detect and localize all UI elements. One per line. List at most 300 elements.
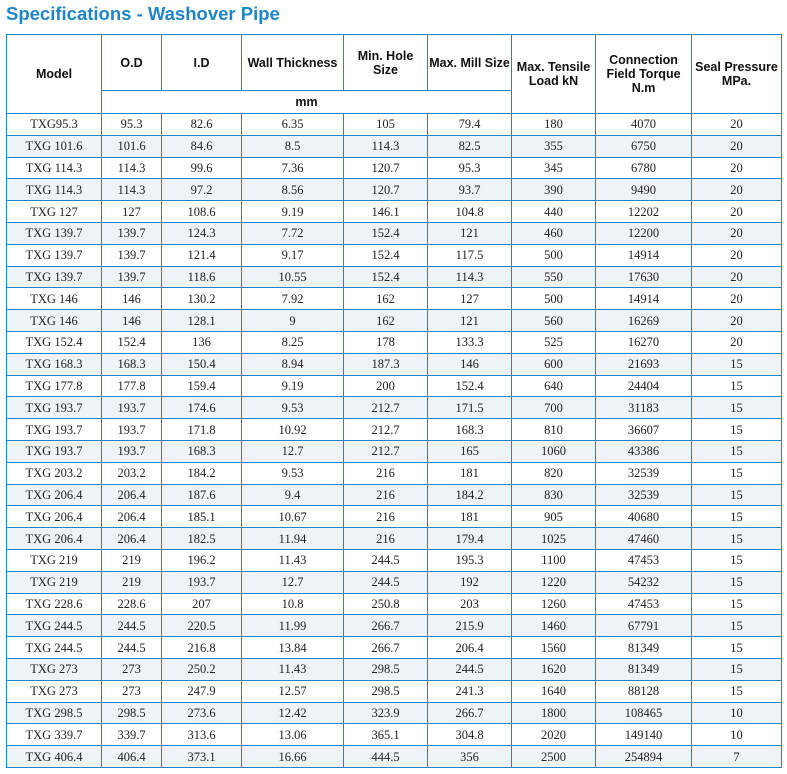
- cell-max-mill-size: 181: [428, 506, 512, 528]
- cell-min-hole-size: 212.7: [344, 419, 428, 441]
- cell-connection-field-torque: 16269: [596, 310, 692, 332]
- cell-model: TXG 273: [7, 680, 102, 702]
- cell-seal-pressure: 20: [692, 266, 782, 288]
- table-row: [7, 658, 782, 680]
- cell-seal-pressure: 15: [692, 637, 782, 659]
- cell-max-tensile-load: 2020: [512, 724, 596, 746]
- cell-min-hole-size: 200: [344, 375, 428, 397]
- cell-model: TXG 127: [7, 201, 102, 223]
- table-row: [7, 549, 782, 571]
- cell-seal-pressure: 15: [692, 484, 782, 506]
- cell-id: 247.9: [162, 680, 242, 702]
- cell-max-mill-size: 121: [428, 310, 512, 332]
- cell-od: 139.7: [102, 244, 162, 266]
- table-row: [7, 266, 782, 288]
- cell-seal-pressure: 20: [692, 179, 782, 201]
- cell-od: 146: [102, 310, 162, 332]
- cell-max-mill-size: 133.3: [428, 331, 512, 353]
- cell-id: 136: [162, 331, 242, 353]
- cell-seal-pressure: 15: [692, 506, 782, 528]
- cell-seal-pressure: 20: [692, 114, 782, 136]
- cell-connection-field-torque: 47453: [596, 549, 692, 571]
- cell-wall-thickness: 8.94: [242, 353, 344, 375]
- cell-max-tensile-load: 460: [512, 222, 596, 244]
- cell-wall-thickness: 12.7: [242, 440, 344, 462]
- cell-max-mill-size: 79.4: [428, 114, 512, 136]
- cell-wall-thickness: 10.55: [242, 266, 344, 288]
- cell-od: 127: [102, 201, 162, 223]
- cell-seal-pressure: 15: [692, 680, 782, 702]
- cell-od: 168.3: [102, 353, 162, 375]
- cell-od: 206.4: [102, 528, 162, 550]
- table-row: [7, 571, 782, 593]
- cell-od: 139.7: [102, 222, 162, 244]
- cell-od: 219: [102, 571, 162, 593]
- cell-max-mill-size: 171.5: [428, 397, 512, 419]
- cell-id: 168.3: [162, 440, 242, 462]
- cell-id: 84.6: [162, 135, 242, 157]
- cell-od: 206.4: [102, 506, 162, 528]
- cell-seal-pressure: 10: [692, 724, 782, 746]
- cell-max-tensile-load: 1620: [512, 658, 596, 680]
- cell-max-mill-size: 95.3: [428, 157, 512, 179]
- header-unit-mm: mm: [102, 91, 512, 114]
- cell-id: 216.8: [162, 637, 242, 659]
- cell-model: TXG 146: [7, 310, 102, 332]
- cell-max-mill-size: 244.5: [428, 658, 512, 680]
- header-max-mill-size: Max. Mill Size: [428, 35, 512, 91]
- cell-connection-field-torque: 21693: [596, 353, 692, 375]
- cell-seal-pressure: 15: [692, 462, 782, 484]
- cell-wall-thickness: 8.56: [242, 179, 344, 201]
- cell-connection-field-torque: 16270: [596, 331, 692, 353]
- cell-model: TXG 114.3: [7, 179, 102, 201]
- cell-id: 182.5: [162, 528, 242, 550]
- cell-model: TXG 193.7: [7, 419, 102, 441]
- cell-wall-thickness: 9.17: [242, 244, 344, 266]
- cell-model: TXG 101.6: [7, 135, 102, 157]
- cell-min-hole-size: 365.1: [344, 724, 428, 746]
- cell-seal-pressure: 15: [692, 549, 782, 571]
- cell-min-hole-size: 323.9: [344, 702, 428, 724]
- cell-max-tensile-load: 1220: [512, 571, 596, 593]
- cell-max-tensile-load: 1460: [512, 615, 596, 637]
- cell-wall-thickness: 6.35: [242, 114, 344, 136]
- cell-connection-field-torque: 24404: [596, 375, 692, 397]
- cell-max-tensile-load: 905: [512, 506, 596, 528]
- cell-id: 159.4: [162, 375, 242, 397]
- cell-min-hole-size: 146.1: [344, 201, 428, 223]
- cell-connection-field-torque: 12202: [596, 201, 692, 223]
- cell-max-mill-size: 304.8: [428, 724, 512, 746]
- cell-od: 273: [102, 658, 162, 680]
- cell-seal-pressure: 15: [692, 375, 782, 397]
- cell-id: 207: [162, 593, 242, 615]
- table-row: [7, 680, 782, 702]
- table-row: [7, 419, 782, 441]
- table-row: [7, 506, 782, 528]
- cell-min-hole-size: 152.4: [344, 244, 428, 266]
- cell-id: 373.1: [162, 746, 242, 768]
- cell-max-mill-size: 93.7: [428, 179, 512, 201]
- cell-od: 339.7: [102, 724, 162, 746]
- cell-id: 313.6: [162, 724, 242, 746]
- table-row: [7, 397, 782, 419]
- cell-model: TXG 228.6: [7, 593, 102, 615]
- table-row: [7, 484, 782, 506]
- cell-model: TXG 114.3: [7, 157, 102, 179]
- cell-wall-thickness: 11.99: [242, 615, 344, 637]
- cell-id: 99.6: [162, 157, 242, 179]
- cell-od: 219: [102, 549, 162, 571]
- cell-max-mill-size: 215.9: [428, 615, 512, 637]
- cell-id: 196.2: [162, 549, 242, 571]
- cell-od: 298.5: [102, 702, 162, 724]
- cell-max-mill-size: 114.3: [428, 266, 512, 288]
- cell-max-tensile-load: 820: [512, 462, 596, 484]
- cell-max-tensile-load: 1640: [512, 680, 596, 702]
- cell-min-hole-size: 216: [344, 528, 428, 550]
- table-body: [7, 114, 782, 768]
- cell-connection-field-torque: 9490: [596, 179, 692, 201]
- cell-seal-pressure: 20: [692, 222, 782, 244]
- cell-od: 193.7: [102, 397, 162, 419]
- table-row: [7, 135, 782, 157]
- cell-max-mill-size: 168.3: [428, 419, 512, 441]
- cell-max-tensile-load: 1800: [512, 702, 596, 724]
- cell-wall-thickness: 16.66: [242, 746, 344, 768]
- cell-max-tensile-load: 560: [512, 310, 596, 332]
- cell-max-mill-size: 266.7: [428, 702, 512, 724]
- cell-max-tensile-load: 1060: [512, 440, 596, 462]
- cell-model: TXG 219: [7, 571, 102, 593]
- cell-max-tensile-load: 2500: [512, 746, 596, 768]
- cell-max-tensile-load: 180: [512, 114, 596, 136]
- cell-wall-thickness: 9.19: [242, 201, 344, 223]
- cell-id: 121.4: [162, 244, 242, 266]
- cell-model: TXG 203.2: [7, 462, 102, 484]
- cell-max-tensile-load: 550: [512, 266, 596, 288]
- header-connection-field-torque: Connection Field Torque N.m: [596, 35, 692, 114]
- cell-connection-field-torque: 54232: [596, 571, 692, 593]
- cell-seal-pressure: 20: [692, 310, 782, 332]
- cell-id: 130.2: [162, 288, 242, 310]
- cell-connection-field-torque: 108465: [596, 702, 692, 724]
- cell-min-hole-size: 266.7: [344, 637, 428, 659]
- cell-seal-pressure: 10: [692, 702, 782, 724]
- cell-max-mill-size: 181: [428, 462, 512, 484]
- cell-max-mill-size: 195.3: [428, 549, 512, 571]
- cell-seal-pressure: 15: [692, 419, 782, 441]
- cell-wall-thickness: 13.06: [242, 724, 344, 746]
- cell-max-mill-size: 356: [428, 746, 512, 768]
- cell-max-tensile-load: 345: [512, 157, 596, 179]
- cell-od: 206.4: [102, 484, 162, 506]
- header-od: O.D: [102, 35, 162, 91]
- cell-connection-field-torque: 6750: [596, 135, 692, 157]
- cell-max-mill-size: 206.4: [428, 637, 512, 659]
- cell-od: 177.8: [102, 375, 162, 397]
- cell-max-tensile-load: 1025: [512, 528, 596, 550]
- cell-wall-thickness: 8.25: [242, 331, 344, 353]
- cell-wall-thickness: 7.72: [242, 222, 344, 244]
- specifications-table: [6, 34, 782, 768]
- cell-min-hole-size: 105: [344, 114, 428, 136]
- cell-id: 118.6: [162, 266, 242, 288]
- cell-min-hole-size: 216: [344, 462, 428, 484]
- cell-id: 128.1: [162, 310, 242, 332]
- header-id: I.D: [162, 35, 242, 91]
- cell-connection-field-torque: 81349: [596, 658, 692, 680]
- cell-od: 203.2: [102, 462, 162, 484]
- cell-id: 187.6: [162, 484, 242, 506]
- table-row: [7, 593, 782, 615]
- cell-connection-field-torque: 149140: [596, 724, 692, 746]
- cell-od: 193.7: [102, 419, 162, 441]
- cell-id: 273.6: [162, 702, 242, 724]
- cell-model: TXG 206.4: [7, 528, 102, 550]
- cell-connection-field-torque: 31183: [596, 397, 692, 419]
- cell-connection-field-torque: 17630: [596, 266, 692, 288]
- cell-id: 108.6: [162, 201, 242, 223]
- table-row: [7, 244, 782, 266]
- table-row: [7, 222, 782, 244]
- cell-max-tensile-load: 830: [512, 484, 596, 506]
- cell-wall-thickness: 10.67: [242, 506, 344, 528]
- cell-max-tensile-load: 1560: [512, 637, 596, 659]
- cell-seal-pressure: 7: [692, 746, 782, 768]
- cell-wall-thickness: 8.5: [242, 135, 344, 157]
- cell-min-hole-size: 178: [344, 331, 428, 353]
- cell-wall-thickness: 9.4: [242, 484, 344, 506]
- table-row: [7, 179, 782, 201]
- cell-od: 244.5: [102, 615, 162, 637]
- cell-max-mill-size: 82.5: [428, 135, 512, 157]
- cell-connection-field-torque: 32539: [596, 484, 692, 506]
- cell-wall-thickness: 11.43: [242, 658, 344, 680]
- cell-id: 97.2: [162, 179, 242, 201]
- cell-min-hole-size: 266.7: [344, 615, 428, 637]
- cell-connection-field-torque: 12200: [596, 222, 692, 244]
- cell-wall-thickness: 11.43: [242, 549, 344, 571]
- cell-min-hole-size: 212.7: [344, 440, 428, 462]
- cell-model: TXG 146: [7, 288, 102, 310]
- cell-model: TXG 406.4: [7, 746, 102, 768]
- cell-connection-field-torque: 36607: [596, 419, 692, 441]
- cell-connection-field-torque: 32539: [596, 462, 692, 484]
- cell-wall-thickness: 7.92: [242, 288, 344, 310]
- cell-max-mill-size: 203: [428, 593, 512, 615]
- header-min-hole-size: Min. Hole Size: [344, 35, 428, 91]
- cell-wall-thickness: 9.53: [242, 462, 344, 484]
- cell-connection-field-torque: 67791: [596, 615, 692, 637]
- cell-max-tensile-load: 600: [512, 353, 596, 375]
- cell-model: TXG 273: [7, 658, 102, 680]
- cell-max-tensile-load: 500: [512, 244, 596, 266]
- cell-min-hole-size: 152.4: [344, 222, 428, 244]
- cell-id: 174.6: [162, 397, 242, 419]
- cell-model: TXG 193.7: [7, 440, 102, 462]
- cell-max-mill-size: 241.3: [428, 680, 512, 702]
- cell-model: TXG 139.7: [7, 266, 102, 288]
- cell-id: 150.4: [162, 353, 242, 375]
- cell-connection-field-torque: 4070: [596, 114, 692, 136]
- cell-id: 220.5: [162, 615, 242, 637]
- cell-min-hole-size: 250.8: [344, 593, 428, 615]
- table-row: [7, 702, 782, 724]
- cell-model: TXG95.3: [7, 114, 102, 136]
- cell-seal-pressure: 20: [692, 288, 782, 310]
- cell-max-mill-size: 127: [428, 288, 512, 310]
- cell-max-mill-size: 192: [428, 571, 512, 593]
- cell-od: 114.3: [102, 179, 162, 201]
- cell-connection-field-torque: 47460: [596, 528, 692, 550]
- cell-max-mill-size: 146: [428, 353, 512, 375]
- cell-wall-thickness: 12.7: [242, 571, 344, 593]
- cell-wall-thickness: 9.19: [242, 375, 344, 397]
- cell-connection-field-torque: 47453: [596, 593, 692, 615]
- header-max-tensile-load: Max. Tensile Load kN: [512, 35, 596, 114]
- header-wall-thickness: Wall Thickness: [242, 35, 344, 91]
- cell-connection-field-torque: 40680: [596, 506, 692, 528]
- cell-seal-pressure: 15: [692, 593, 782, 615]
- table-row: [7, 201, 782, 223]
- cell-min-hole-size: 114.3: [344, 135, 428, 157]
- cell-seal-pressure: 20: [692, 201, 782, 223]
- cell-max-tensile-load: 500: [512, 288, 596, 310]
- cell-seal-pressure: 20: [692, 135, 782, 157]
- cell-wall-thickness: 7.36: [242, 157, 344, 179]
- cell-min-hole-size: 244.5: [344, 571, 428, 593]
- cell-min-hole-size: 444.5: [344, 746, 428, 768]
- cell-model: TXG 139.7: [7, 244, 102, 266]
- cell-max-tensile-load: 390: [512, 179, 596, 201]
- table-row: [7, 353, 782, 375]
- cell-od: 139.7: [102, 266, 162, 288]
- cell-max-mill-size: 121: [428, 222, 512, 244]
- table-row: [7, 615, 782, 637]
- cell-wall-thickness: 10.8: [242, 593, 344, 615]
- cell-max-mill-size: 117.5: [428, 244, 512, 266]
- cell-connection-field-torque: 14914: [596, 244, 692, 266]
- cell-wall-thickness: 11.94: [242, 528, 344, 550]
- cell-min-hole-size: 298.5: [344, 680, 428, 702]
- cell-id: 193.7: [162, 571, 242, 593]
- cell-seal-pressure: 20: [692, 331, 782, 353]
- cell-max-tensile-load: 1260: [512, 593, 596, 615]
- cell-od: 244.5: [102, 637, 162, 659]
- cell-seal-pressure: 15: [692, 397, 782, 419]
- cell-model: TXG 244.5: [7, 637, 102, 659]
- table-row: [7, 375, 782, 397]
- cell-connection-field-torque: 254894: [596, 746, 692, 768]
- cell-min-hole-size: 162: [344, 310, 428, 332]
- cell-od: 146: [102, 288, 162, 310]
- cell-max-tensile-load: 525: [512, 331, 596, 353]
- cell-od: 406.4: [102, 746, 162, 768]
- cell-min-hole-size: 216: [344, 506, 428, 528]
- cell-model: TXG 206.4: [7, 506, 102, 528]
- cell-max-mill-size: 152.4: [428, 375, 512, 397]
- table-row: [7, 440, 782, 462]
- cell-min-hole-size: 162: [344, 288, 428, 310]
- table-row: [7, 288, 782, 310]
- cell-model: TXG 168.3: [7, 353, 102, 375]
- cell-max-mill-size: 184.2: [428, 484, 512, 506]
- table-row: [7, 157, 782, 179]
- table-row: [7, 746, 782, 768]
- cell-id: 184.2: [162, 462, 242, 484]
- cell-od: 101.6: [102, 135, 162, 157]
- cell-max-tensile-load: 1100: [512, 549, 596, 571]
- cell-od: 95.3: [102, 114, 162, 136]
- cell-model: TXG 193.7: [7, 397, 102, 419]
- cell-connection-field-torque: 14914: [596, 288, 692, 310]
- cell-od: 114.3: [102, 157, 162, 179]
- cell-od: 193.7: [102, 440, 162, 462]
- cell-min-hole-size: 152.4: [344, 266, 428, 288]
- table-row: [7, 114, 782, 136]
- cell-wall-thickness: 13.84: [242, 637, 344, 659]
- cell-seal-pressure: 15: [692, 353, 782, 375]
- cell-seal-pressure: 15: [692, 528, 782, 550]
- cell-wall-thickness: 12.42: [242, 702, 344, 724]
- cell-connection-field-torque: 81349: [596, 637, 692, 659]
- cell-id: 250.2: [162, 658, 242, 680]
- cell-min-hole-size: 216: [344, 484, 428, 506]
- cell-model: TXG 206.4: [7, 484, 102, 506]
- cell-id: 171.8: [162, 419, 242, 441]
- cell-seal-pressure: 20: [692, 157, 782, 179]
- cell-seal-pressure: 15: [692, 440, 782, 462]
- table-header: [7, 35, 782, 114]
- cell-min-hole-size: 212.7: [344, 397, 428, 419]
- cell-model: TXG 219: [7, 549, 102, 571]
- cell-min-hole-size: 187.3: [344, 353, 428, 375]
- cell-seal-pressure: 15: [692, 658, 782, 680]
- cell-wall-thickness: 12.57: [242, 680, 344, 702]
- cell-min-hole-size: 244.5: [344, 549, 428, 571]
- cell-od: 152.4: [102, 331, 162, 353]
- cell-max-mill-size: 104.8: [428, 201, 512, 223]
- cell-min-hole-size: 120.7: [344, 157, 428, 179]
- cell-connection-field-torque: 88128: [596, 680, 692, 702]
- cell-id: 185.1: [162, 506, 242, 528]
- cell-max-tensile-load: 810: [512, 419, 596, 441]
- cell-connection-field-torque: 6780: [596, 157, 692, 179]
- table-row: [7, 331, 782, 353]
- cell-wall-thickness: 10.92: [242, 419, 344, 441]
- cell-max-tensile-load: 355: [512, 135, 596, 157]
- table-row: [7, 637, 782, 659]
- header-seal-pressure: Seal Pressure MPa.: [692, 35, 782, 114]
- cell-model: TXG 152.4: [7, 331, 102, 353]
- cell-wall-thickness: 9.53: [242, 397, 344, 419]
- cell-min-hole-size: 120.7: [344, 179, 428, 201]
- cell-max-mill-size: 179.4: [428, 528, 512, 550]
- table-row: [7, 528, 782, 550]
- table-row: [7, 462, 782, 484]
- cell-max-mill-size: 165: [428, 440, 512, 462]
- cell-seal-pressure: 20: [692, 244, 782, 266]
- cell-model: TXG 244.5: [7, 615, 102, 637]
- cell-id: 124.3: [162, 222, 242, 244]
- cell-model: TXG 298.5: [7, 702, 102, 724]
- cell-id: 82.6: [162, 114, 242, 136]
- cell-model: TXG 177.8: [7, 375, 102, 397]
- header-model: Model: [7, 35, 102, 114]
- cell-od: 273: [102, 680, 162, 702]
